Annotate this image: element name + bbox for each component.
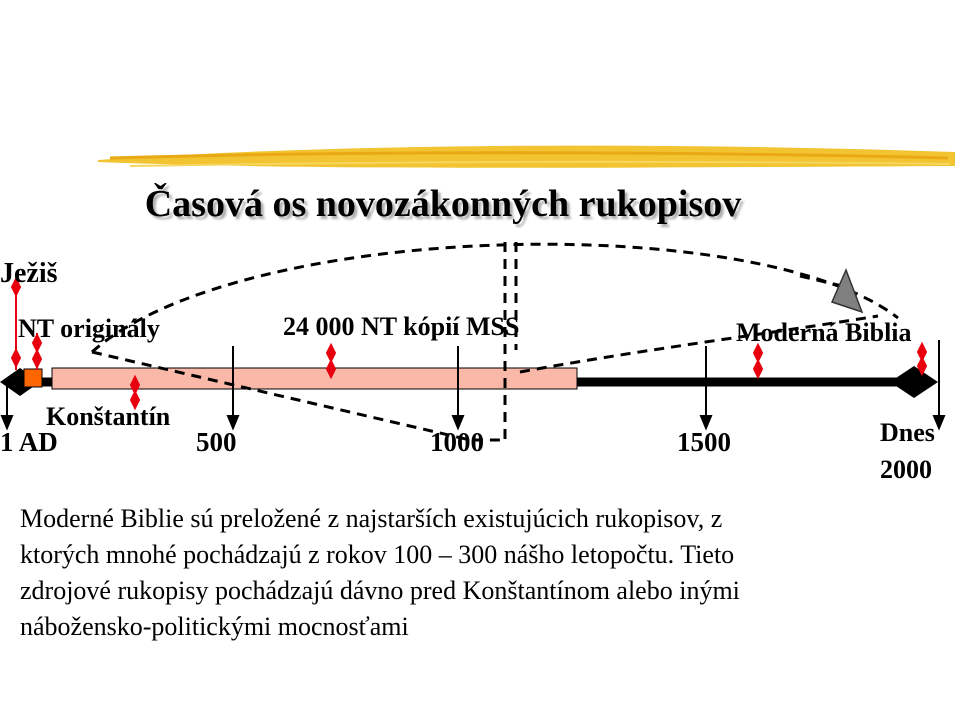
nt-originals-box [24,369,42,387]
tick-label-500: 500 [196,427,237,457]
label-jesus: Ježiš [0,258,58,289]
label-constantine: Konštantín [46,402,171,431]
gray-arrowhead [832,270,862,312]
marker-nt-copies [327,345,335,361]
tick-label-2000: 2000 [880,455,932,484]
page-title: Časová os novozákonných rukopisov [144,183,742,225]
timeline-end-diamond [890,366,938,398]
header-brush-stroke [98,146,955,168]
tick-label-1000: 1000 [430,427,484,457]
caption-text [20,501,940,645]
caption-line-4: nábožensko-politickými mocnosťami [20,612,409,641]
label-nt-originals: NT originály [18,314,160,343]
label-modern-bible: Moderná Biblia [736,318,912,347]
caption-line-2: ktorých mnohé pochádzajú z rokov 100 – 300 nášho letopočtu. Tieto [20,540,735,569]
label-nt-copies: 24 000 NT kópií MSS [283,312,520,341]
caption-line-3: zdrojové rukopisy pochádzajú dávno pred Konštantínom alebo inými [20,576,740,605]
caption-line-1: Moderné Biblie sú preložené z najstarších existujúcich rukopisov, z [20,504,723,533]
tick-label-1500: 1500 [677,427,731,457]
tick-label-1ad: 1 AD [0,427,58,457]
tick-label-today: Dnes [880,418,935,447]
